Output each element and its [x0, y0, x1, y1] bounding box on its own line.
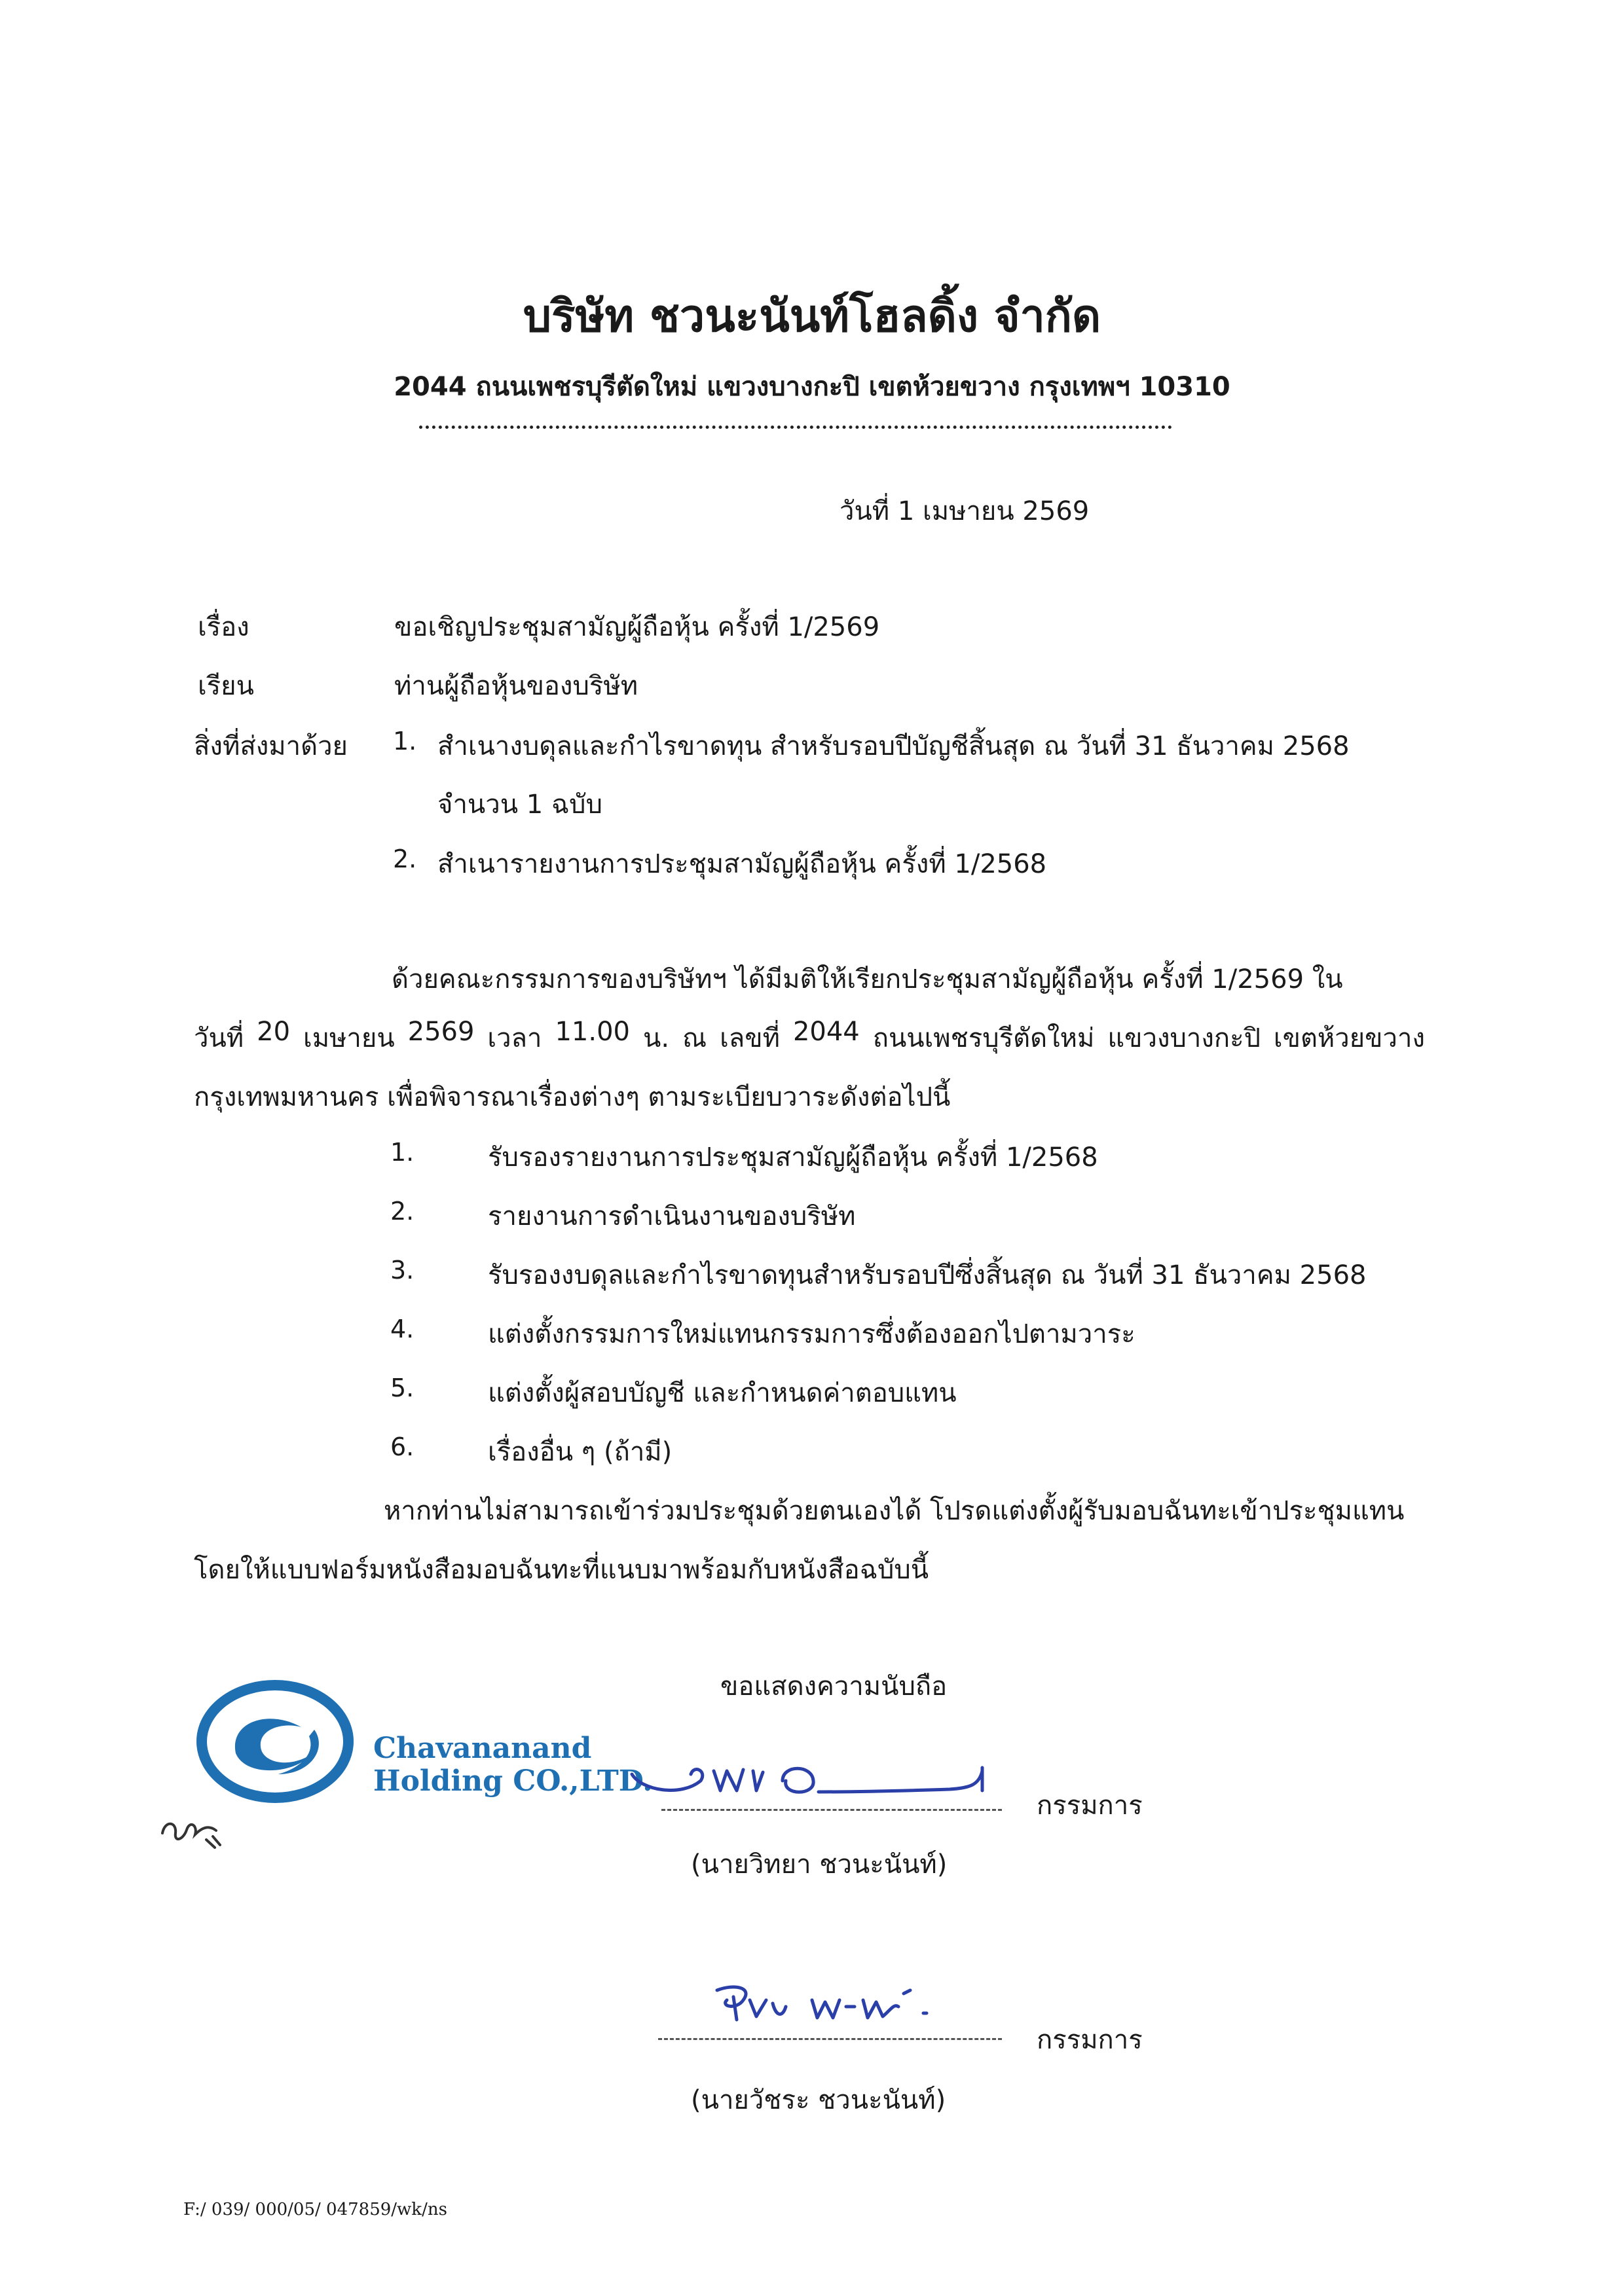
signatory-role: กรรมการ — [1037, 1791, 1143, 1821]
agenda-item: เรื่องอื่น ๆ (ถ้ามี) — [488, 1437, 673, 1467]
agenda-number: 6. — [390, 1432, 415, 1461]
word: เวลา — [487, 1023, 542, 1053]
agenda-number: 3. — [390, 1256, 415, 1285]
word: เลขที่ — [720, 1023, 780, 1053]
word: แขวงบางกะปิ — [1107, 1023, 1261, 1053]
attachment-item: สำเนางบดุลและกำไรขาดทุน สำหรับรอบปีบัญชีสิ้นสุด ณ วันที่ 31 ธันวาคม 2568 — [437, 731, 1350, 761]
agenda-number: 4. — [390, 1315, 415, 1343]
agenda-item: แต่งตั้งกรรมการใหม่แทนกรรมการซึ่งต้องออกไปตามวาระ — [488, 1319, 1135, 1349]
attachment-number: 2. — [393, 845, 417, 873]
closing-salutation: ขอแสดงความนับถือ — [720, 1671, 948, 1702]
stamp-text: Holding CO.,LTD. — [373, 1764, 653, 1798]
word: 20 — [257, 1017, 291, 1047]
attachment-number: 1. — [393, 727, 417, 756]
agenda-item: รับรองงบดุลและกำไรขาดทุนสำหรับรอบปีซึ่งสิ้นสุด ณ วันที่ 31 ธันวาคม 2568 — [488, 1260, 1367, 1290]
signature-1-icon — [629, 1745, 1022, 1810]
agenda-item: รับรองรายงานการประชุมสามัญผู้ถือหุ้น ครั้งที่ 1/2568 — [488, 1142, 1098, 1173]
word: น. — [642, 1023, 670, 1053]
signature-line — [658, 2038, 1002, 2040]
company-name: บริษัท ชวนะนันท์โฮลดิ้ง จำกัด — [523, 291, 1101, 342]
company-stamp — [196, 1676, 367, 1810]
letter-date: วันที่ 1 เมษายน 2569 — [840, 496, 1090, 526]
body-paragraph-line: โดยให้แบบฟอร์มหนังสือมอบฉันทะที่แนบมาพร้อมกับหนังสือฉบับนี้ — [194, 1555, 929, 1585]
word: เขตห้วยขวาง — [1273, 1023, 1425, 1053]
word: 11.00 — [555, 1017, 630, 1047]
agenda-item: รายงานการดำเนินงานของบริษัท — [488, 1201, 856, 1231]
word: 2044 — [792, 1017, 860, 1047]
attachment-item-continued: จำนวน 1 ฉบับ — [437, 790, 602, 820]
company-address: 2044 ถนนเพชรบุรีตัดใหม่ แขวงบางกะปิ เขตห้วยขวาง กรุงเทพฯ 10310 — [394, 372, 1230, 402]
to-label: เรียน — [198, 671, 254, 701]
agenda-number: 5. — [390, 1374, 415, 1402]
attachments-label: สิ่งที่ส่งมาด้วย — [194, 731, 348, 761]
signatory-name: (นายวัชระ ชวนะนันท์) — [691, 2085, 946, 2115]
subject-value: ขอเชิญประชุมสามัญผู้ถือหุ้น ครั้งที่ 1/2569 — [394, 612, 880, 642]
body-paragraph-line — [194, 1017, 1425, 1059]
body-paragraph-line: หากท่านไม่สามารถเข้าร่วมประชุมด้วยตนเองได้ โปรดแต่งตั้งผู้รับมอบฉันทะเข้าประชุมแทน — [384, 1496, 1405, 1526]
body-paragraph-line: ด้วยคณะกรรมการของบริษัทฯ ได้มีมติให้เรียกประชุมสามัญผู้ถือหุ้น ครั้งที่ 1/2569 ใน — [392, 964, 1343, 994]
agenda-number: 1. — [390, 1138, 415, 1167]
word: ถนนเพชรบุรีตัดใหม่ — [872, 1023, 1095, 1053]
agenda-item: แต่งตั้งผู้สอบบัญชี และกำหนดค่าตอบแทน — [488, 1378, 957, 1408]
signature-line — [661, 1809, 1002, 1811]
company-logo-icon — [196, 1676, 367, 1807]
reference-code: F:/ 039/ 000/05/ 047859/wk/ns — [183, 2200, 447, 2219]
word: 2569 — [407, 1017, 475, 1047]
header-divider — [419, 426, 1172, 429]
word: วันที่ — [194, 1023, 244, 1053]
stamp-text: Chavananand — [373, 1732, 592, 1765]
signatory-role: กรรมการ — [1037, 2025, 1143, 2055]
body-paragraph-line: กรุงเทพมหานคร เพื่อพิจารณาเรื่องต่างๆ ตามระเบียบวาระดังต่อไปนี้ — [194, 1082, 951, 1112]
handwritten-initials-icon — [157, 1807, 229, 1853]
signatory-name: (นายวิทยา ชวนะนันท์) — [691, 1850, 948, 1880]
subject-label: เรื่อง — [198, 612, 249, 642]
attachment-item: สำเนารายงานการประชุมสามัญผู้ถือหุ้น ครั้งที่ 1/2568 — [437, 849, 1047, 879]
to-value: ท่านผู้ถือหุ้นของบริษัท — [394, 671, 638, 701]
signature-2-icon — [707, 1971, 1022, 2036]
agenda-number: 2. — [390, 1197, 415, 1226]
word: เมษายน — [303, 1023, 395, 1053]
word: ณ — [682, 1023, 707, 1053]
